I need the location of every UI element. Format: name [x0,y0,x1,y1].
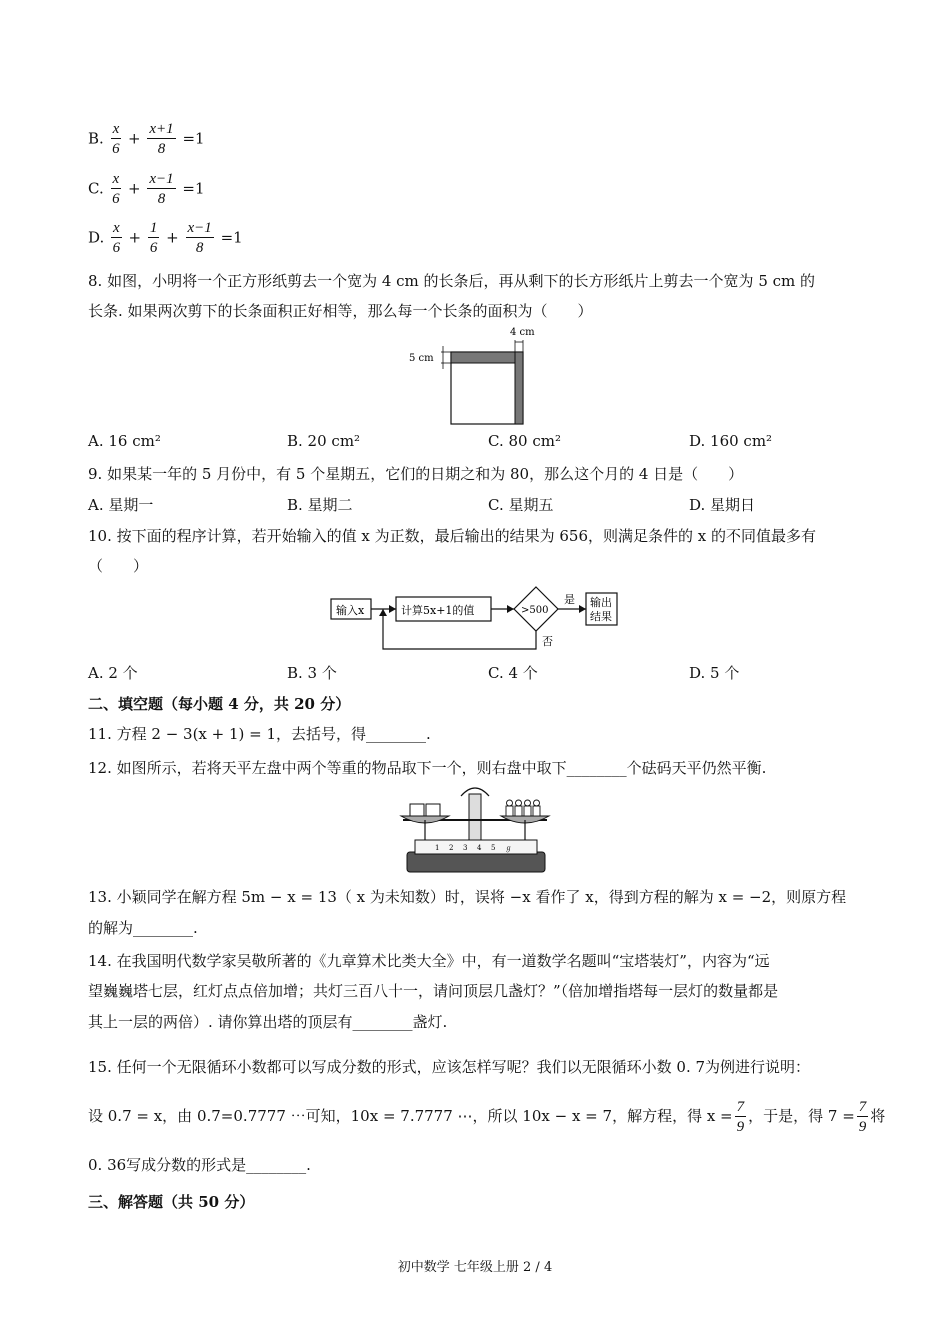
q9-text: 9. 如果某一年的 5 月份中，有 5 个星期五，它们的日期之和为 80，那么这个月的 4 日是（ ） [88,465,744,483]
q9-option-d: D. 星期日 [689,496,756,514]
flow-condition-label: >500 [521,605,549,616]
fraction: $\frac{x-1}{8}$ [149,171,174,207]
q14-text-line3: 其上一层的两倍）. 请你算出塔的顶层有________盏灯. [88,1013,448,1031]
flow-no-label: 否 [542,635,553,648]
weight-2 [515,806,522,816]
weight-3 [524,806,531,816]
page-footer: 初中数学 七年级上册 2 / 4 [397,1260,553,1275]
q10-text-line1: 10. 按下面的程序计算，若开始输入的值 x 为正数，最后输出的结果为 656，则满足条件的 x 的不同值最多有 [88,527,817,545]
q8-option-a: A. 16 cm² [88,432,161,450]
flow-output-label-1: 输出 [590,596,612,609]
scale-tick-label: 4 [477,844,482,852]
section-2-heading: 二、填空题（每小题 4 分，共 20 分） [88,695,351,713]
q10-option-d: D. 5 个 [689,664,740,682]
weight-1-knob [507,800,513,806]
q7-option-b: B. $\frac{x}{6}$ + $\frac{x+1}{8}$ =1 [88,121,205,157]
fraction: $\frac{x}{6}$ [112,220,121,256]
weight-1 [506,806,513,816]
q15-text-line2: 设 0.7 = x，由 0.7=0.7777 ⋯可知，10x = 7.7777 ⋯，所以 10x − x = 7，解方程，得 x = $\frac{7}{9}$ ，于是，得 7 = $\frac{7}{9}$ 将 [88,1098,886,1135]
q15-text-line3: 0. 36写成分数的形式是________. [88,1156,311,1174]
q15-text-line1: 15. 任何一个无限循环小数都可以写成分数的形式，应该怎样写呢？我们以无限循环小数 0. 7为例进行说明： [88,1058,811,1076]
q14-text-line1: 14. 在我国明代数学家吴敬所著的《九章算术比类大全》中，有一道数学名题叫“宝塔装灯”，内容为“远 [88,952,770,970]
scale-tick-label: ℊ [505,844,512,852]
fraction: $\frac{x+1}{8}$ [149,121,174,157]
fraction: $\frac{x-1}{8}$ [187,220,212,256]
q11-text: 11. 方程 2 − 3(x + 1) = 1，去括号，得________. [88,725,431,743]
cut-strip-5cm [451,352,515,363]
scale-tick-label: 3 [463,844,468,852]
scale-tick-label: 2 [449,844,454,852]
q7-option-c: C. $\frac{x}{6}$ + $\frac{x-1}{8}$ =1 [88,171,205,207]
label-5cm: 5 cm [409,353,434,364]
q10-flowchart [328,583,624,655]
flow-output-label-2: 结果 [590,610,612,623]
fraction: $\frac{1}{6}$ [149,220,158,256]
q10-option-c: C. 4 个 [488,664,538,682]
q8-option-b: B. 20 cm² [287,432,361,450]
left-item-1 [410,804,424,816]
q13-text-line2: 的解为________. [88,919,198,937]
q12-balance-scale [395,782,557,882]
q7-option-d: D. $\frac{x}{6}$ + $\frac{1}{6}$ + $\frac{x-1}{8}$ =1 [88,220,243,256]
q10-text-line2: （ ） [88,557,149,575]
q14-text-line2: 望巍巍塔七层，红灯点点倍加增；共灯三百八十一，请问顶层几盏灯？”（倍加增指塔每一层灯的数量都是 [88,982,779,1000]
scale-tick-label: 5 [491,844,496,852]
left-item-2 [426,804,440,816]
q13-text-line1: 13. 小颖同学在解方程 5m − x = 13（ x 为未知数）时，误将 −x 看作了 x，得到方程的解为 x = −2，则原方程 [88,888,847,906]
weight-4-knob [534,800,540,806]
q8-text-line2: 长条. 如果两次剪下的长条面积正好相等，那么每一个长条的面积为（ ） [88,302,593,320]
q8-square-figure [405,322,535,428]
q9-option-b: B. 星期二 [287,496,353,514]
q9-option-c: C. 星期五 [488,496,554,514]
fraction-7-9: $\frac{7}{9}$ [736,1098,745,1135]
right-weights [506,800,540,816]
option-label: C. [88,179,104,198]
weight-2-knob [516,800,522,806]
q12-text: 12. 如图所示，若将天平左盘中两个等重的物品取下一个，则右盘中取下________个砝码天平仍然平衡. [88,759,767,777]
weight-3-knob [525,800,531,806]
q8-option-d: D. 160 cm² [689,432,773,450]
fraction: $\frac{x}{6}$ [112,121,120,157]
option-label: B. [88,129,104,148]
scale-ruler [415,840,537,854]
scale-tick-label: 1 [435,844,440,852]
weight-4 [533,806,540,816]
label-4cm: 4 cm [510,327,535,338]
q8-text-line1: 8. 如图，小明将一个正方形纸剪去一个宽为 4 cm 的长条后，再从剩下的长方形纸片上剪去一个宽为 5 cm 的 [88,272,816,290]
fraction-7-9-second: $\frac{7}{9}$ [858,1098,867,1135]
q9-option-a: A. 星期一 [88,496,154,514]
section-3-heading: 三、解答题（共 50 分） [88,1193,255,1211]
flow-calc-label: 计算5x+1的值 [401,604,475,617]
q8-option-c: C. 80 cm² [488,432,561,450]
cut-strip-4cm [515,352,523,424]
flow-yes-label: 是 [564,593,575,606]
fraction: $\frac{x}{6}$ [112,171,120,207]
flow-input-label: 输入x [336,604,365,617]
scale-pillar [469,794,481,840]
q10-option-a: A. 2 个 [88,664,138,682]
scale-base [407,852,545,872]
option-label: D. [88,228,105,247]
q10-option-b: B. 3 个 [287,664,337,682]
